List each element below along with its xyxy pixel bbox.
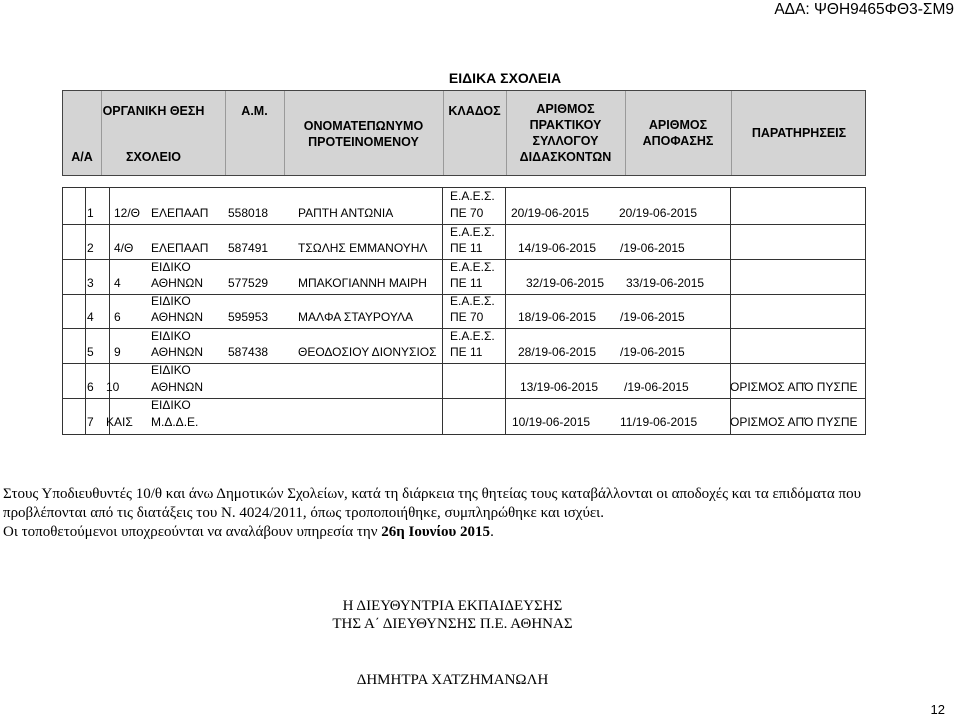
- cell-school: ΕΙΔΙΚΟ: [151, 329, 191, 343]
- cell-praktiko: 28/19-06-2015: [518, 345, 597, 359]
- cell-klados: Ε.Α.Ε.Σ.: [450, 225, 495, 239]
- header-school: ΣΧΟΛΕΙΟ: [125, 150, 182, 164]
- cell-aa: 5: [87, 345, 94, 359]
- cell-am: 577529: [228, 276, 269, 290]
- cell-school: ΕΛΕΠΑΑΠ: [151, 241, 209, 255]
- cell-praktiko: 20/19-06-2015: [511, 206, 590, 220]
- cell-klados: Ε.Α.Ε.Σ.: [450, 260, 495, 274]
- cell-am: 595953: [228, 310, 269, 324]
- cell-praktiko: 18/19-06-2015: [518, 310, 597, 324]
- header-praktiko-line: ΔΙΔΑΣΚΟΝΤΩΝ: [519, 150, 612, 164]
- cell-apofasi: /19-06-2015: [620, 345, 685, 359]
- cell-notes: ΟΡΙΣΜΟΣ ΑΠΌ ΠΥΣΠΕ: [730, 415, 858, 429]
- cell-praktiko: 32/19-06-2015: [526, 276, 605, 290]
- cell-klados: ΠΕ 11: [450, 241, 483, 255]
- cell-school: ΕΙΔΙΚΟ: [151, 260, 191, 274]
- cell-aa: 6: [87, 380, 94, 394]
- header-klados: ΚΛΑΔΟΣ: [448, 104, 501, 118]
- signature-directorate: ΤΗΣ Α΄ ΔΙΕΥΘΥΝΣΗΣ Π.Ε. ΑΘΗΝΑΣ: [332, 616, 573, 632]
- header-praktiko-line: ΣΥΛΛΟΓΟΥ: [532, 134, 599, 148]
- section-title: ΕΙΔΙΚΑ ΣΧΟΛΕΙΑ: [448, 70, 562, 86]
- header-name-line: ΠΡΟΤΕΙΝΟΜΕΝΟΥ: [308, 135, 419, 149]
- start-date: 26η Ιουνίου 2015: [381, 524, 491, 540]
- cell-praktiko: 14/19-06-2015: [518, 241, 597, 255]
- cell-apofasi: /19-06-2015: [624, 380, 689, 394]
- header-name-line: ΟΝΟΜΑΤΕΠΩΝΥΜΟ: [303, 119, 424, 133]
- footnote-text: Οι τοποθετούμενοι υποχρεούνται να αναλάβουν υπηρεσία την: [3, 524, 382, 540]
- header-praktiko-line: ΠΡΑΚΤΙΚΟΥ: [529, 118, 602, 132]
- signature-title: Η ΔΙΕΥΘΥΝΤΡΙΑ ΕΚΠΑΙΔΕΥΣΗΣ: [342, 598, 563, 614]
- cell-praktiko: 10/19-06-2015: [512, 415, 591, 429]
- header-apofasi-line: ΑΡΙΘΜΟΣ: [648, 118, 708, 132]
- cell-am: 587491: [228, 241, 269, 255]
- cell-aa: 4: [87, 310, 94, 324]
- data-table: [62, 187, 866, 435]
- signature-name: ΔΗΜΗΤΡΑ ΧΑΤΖΗΜΑΝΩΛΗ: [356, 672, 549, 688]
- cell-aa: 2: [87, 241, 94, 255]
- cell-klados: ΠΕ 11: [450, 345, 483, 359]
- cell-position: ΚΑΙΣ: [106, 415, 133, 429]
- footnote: [3, 485, 958, 542]
- cell-school: ΕΛΕΠΑΑΠ: [151, 206, 209, 220]
- cell-school: ΑΘΗΝΩΝ: [151, 276, 204, 290]
- cell-apofasi: 11/19-06-2015: [620, 415, 698, 429]
- page-number: 12: [930, 702, 945, 717]
- cell-notes: ΟΡΙΣΜΟΣ ΑΠΌ ΠΥΣΠΕ: [730, 380, 858, 394]
- cell-apofasi: /19-06-2015: [620, 241, 685, 255]
- cell-name: ΜΠΑΚΟΓΙΑΝΝΗ ΜΑΙΡΗ: [298, 276, 427, 290]
- footnote-line: Στους Υποδιευθυντές 10/θ και άνω Δημοτικών Σχολείων, κατά τη διάρκεια της θητείας τους καταβάλλονται οι αποδοχές και τα επιδόματα που: [3, 486, 862, 502]
- header-name: [284, 118, 443, 150]
- cell-school: ΑΘΗΝΩΝ: [151, 345, 204, 359]
- cell-klados: Ε.Α.Ε.Σ.: [450, 189, 495, 203]
- cell-school: ΑΘΗΝΩΝ: [151, 310, 204, 324]
- cell-position: 12/Θ: [114, 206, 141, 220]
- header-praktiko-line: ΑΡΙΘΜΟΣ: [536, 102, 595, 116]
- cell-klados: Ε.Α.Ε.Σ.: [450, 329, 495, 343]
- cell-aa: 1: [87, 206, 94, 220]
- cell-school: ΕΙΔΙΚΟ: [151, 398, 191, 412]
- cell-school: Μ.Δ.Δ.Ε.: [151, 415, 199, 429]
- table-header: [62, 90, 866, 176]
- cell-am: 587438: [228, 345, 269, 359]
- cell-praktiko: 13/19-06-2015: [520, 380, 599, 394]
- cell-position: 10: [106, 380, 120, 394]
- footnote-line: προβλέπονται από τις διατάξεις του Ν. 4024/2011, όπως τροποποιήθηκε, συμπληρώθηκε και ισχύει.: [3, 505, 604, 521]
- header-organic-position: ΟΡΓΑΝΙΚΗ ΘΕΣΗ: [102, 104, 205, 118]
- header-apofasi: [625, 117, 731, 149]
- cell-school: ΕΙΔΙΚΟ: [151, 294, 191, 308]
- cell-apofasi: 20/19-06-2015: [619, 206, 698, 220]
- cell-klados: Ε.Α.Ε.Σ.: [450, 294, 495, 308]
- ada-code: ΑΔΑ: ΨΘΗ9465ΦΘ3-ΣΜ9: [774, 1, 954, 18]
- cell-position: 9: [114, 345, 121, 359]
- cell-klados: ΠΕ 70: [450, 310, 484, 324]
- cell-name: ΤΣΩΛΗΣ ΕΜΜΑΝΟΥΗΛ: [298, 241, 428, 255]
- cell-aa: 3: [87, 276, 94, 290]
- cell-aa: 7: [87, 415, 94, 429]
- header-am: Α.Μ.: [241, 104, 268, 118]
- cell-apofasi: /19-06-2015: [620, 310, 685, 324]
- header-apofasi-line: ΑΠΟΦΑΣΗΣ: [642, 134, 714, 148]
- footnote-text: .: [490, 524, 494, 540]
- cell-position: 4: [114, 276, 121, 290]
- cell-name: ΜΑΛΦΑ ΣΤΑΥΡΟΥΛΑ: [298, 310, 413, 324]
- header-aa: Α/Α: [71, 150, 93, 164]
- cell-am: 558018: [228, 206, 269, 220]
- cell-name: ΡΑΠΤΗ ΑΝΤΩΝΙΑ: [298, 206, 394, 220]
- cell-klados: ΠΕ 70: [450, 206, 484, 220]
- header-notes: ΠΑΡΑΤΗΡΗΣΕΙΣ: [751, 126, 847, 140]
- cell-klados: ΠΕ 11: [450, 276, 483, 290]
- cell-position: 6: [114, 310, 121, 324]
- cell-position: 4/Θ: [114, 241, 134, 255]
- cell-school: ΕΙΔΙΚΟ: [151, 363, 191, 377]
- cell-school: ΑΘΗΝΩΝ: [151, 380, 204, 394]
- header-praktiko: [506, 101, 625, 165]
- cell-name: ΘΕΟΔΟΣΙΟΥ ΔΙΟΝΥΣΙΟΣ: [298, 345, 437, 359]
- footnote-line: [3, 523, 958, 542]
- cell-apofasi: 33/19-06-2015: [626, 276, 705, 290]
